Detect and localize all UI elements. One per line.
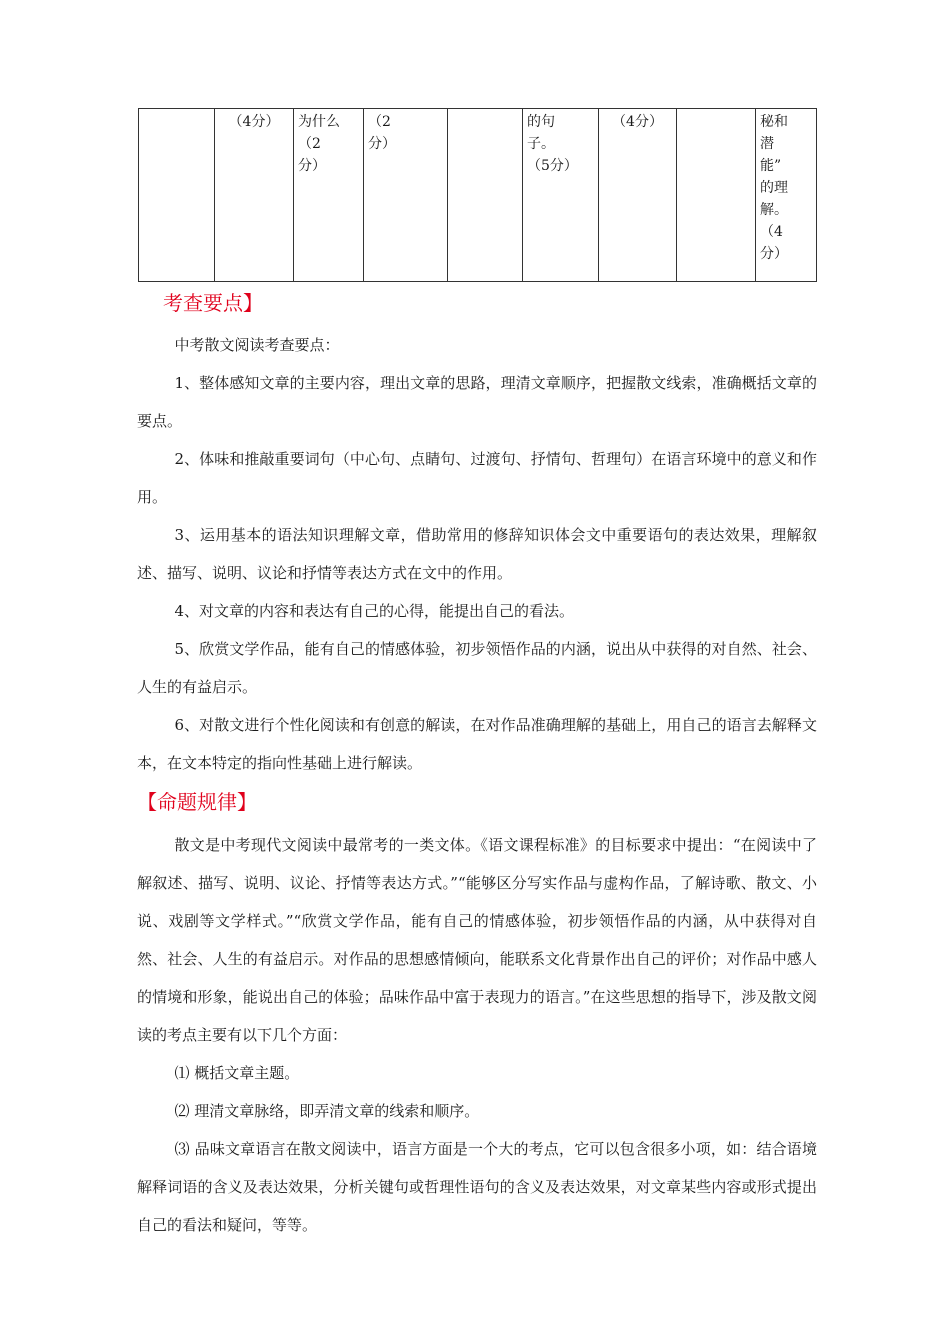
point-item: 1、整体感知文章的主要内容，理出文章的思路，理清文章顺序，把握散文线索，准确概括文章的要点。: [137, 374, 817, 430]
point-item: 6、对散文进行个性化阅读和有创意的解读，在对作品准确理解的基础上，用自己的语言去解释文本，在文本特定的指向性基础上进行解读。: [137, 716, 817, 772]
list-item: ⑶ 品味文章语言在散文阅读中，语言方面是一个大的考点，它可以包含很多小项，如：结合语境解释词语的含义及表达效果，分析关键句或哲理性语句的含义及表达效果，对文章某些内容或形式提出自己的看法和疑问，等等。: [137, 1140, 817, 1234]
list-item: ⑴ 概括文章主题。: [174, 1064, 300, 1082]
scoring-table-fragment: [138, 108, 817, 282]
table-cell: [139, 109, 215, 282]
point-item: 3、运用基本的语法知识理解文章，借助常用的修辞知识体会文中重要语句的表达效果，理解叙述、描写、说明、议论和抒情等表达方式在文中的作用。: [137, 526, 817, 582]
paragraph-intro: 中考散文阅读考查要点：: [174, 336, 340, 354]
point-item: 4、对文章的内容和表达有自己的心得，能提出自己的看法。: [174, 602, 575, 620]
table-cell: （4分）: [215, 109, 294, 282]
table-cell: 秘和 潜 能” 的理 解。 （4 分）: [756, 109, 817, 282]
point-item: 5、欣赏文学作品，能有自己的情感体验，初步领悟作品的内涵，说出从中获得的对自然、社会、人生的有益启示。: [137, 640, 817, 696]
paragraph-patterns: 散文是中考现代文阅读中最常考的一类文体。《语文课程标准》的目标要求中提出：“在阅读中了解叙述、描写、说明、议论、抒情等表达方式。”“能够区分写实作品与虚构作品，了解诗歌、散文、小说、戏剧等文学样式。”“欣赏文学作品，能有自己的情感体验，初步领悟作品的内涵，从中获得对自然、社会、人生的有益启示。对作品的思想感情倾向，能联系文化背景作出自己的评价；对作品中感人的情境和形象，能说出自己的体验；品味作品中富于表现力的语言。”在这些思想的指导下，涉及散文阅读的考点主要有以下几个方面：: [137, 836, 817, 1044]
table-cell: 为什么（2 分）: [294, 109, 364, 282]
table-row: [139, 109, 817, 282]
list-item: ⑵ 理清文章脉络，即弄清文章的线索和顺序。: [174, 1102, 480, 1120]
table-cell: （4分）: [599, 109, 677, 282]
point-item: 2、体味和推敲重要词句（中心句、点睛句、过渡句、抒情句、哲理句）在语言环境中的意义和作用。: [137, 450, 817, 506]
table-cell: （2 分）: [364, 109, 448, 282]
table-cell: [677, 109, 756, 282]
table-cell: 的句 子。 （5分）: [523, 109, 599, 282]
table-cell: [448, 109, 523, 282]
section-heading-key-points: 考查要点】: [163, 291, 263, 315]
section-heading-patterns: 【命题规律】: [137, 790, 257, 814]
